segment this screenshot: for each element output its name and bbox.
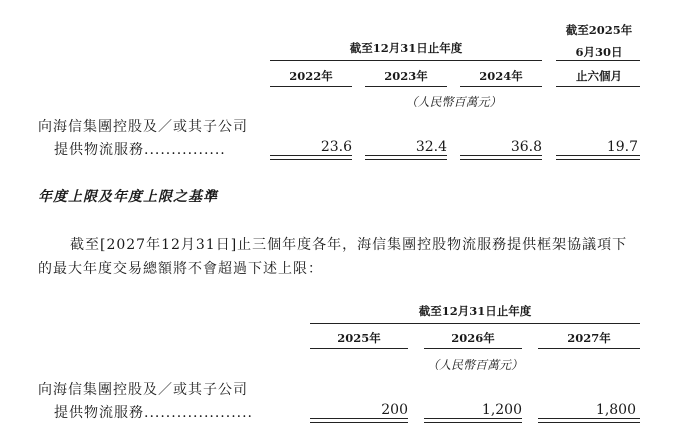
t1-period-rule [270, 60, 542, 61]
t2-value-2026: 1,200 [481, 402, 522, 418]
t2-col-rule-1 [310, 348, 408, 349]
t1-col-2024: 2024年 [479, 69, 523, 83]
t1-col-rule-2 [365, 86, 447, 87]
t1-total-rule-2 [365, 155, 447, 160]
t2-period-header: 截至12月31日止年度 [418, 304, 532, 318]
t2-row-label-line2 [54, 402, 253, 422]
t1-col-rule-4 [556, 86, 640, 87]
t2-col-2027: 2027年 [567, 331, 611, 345]
t1-total-rule-4 [556, 155, 640, 160]
paragraph-line2: 的最大年度交易總額將不會超過下述上限： [38, 261, 323, 277]
t1-asof-header-line3: 止六個月 [576, 69, 622, 83]
t2-value-2025: 200 [381, 402, 408, 418]
section-heading: 年度上限及年度上限之基準 [38, 189, 218, 205]
paragraph-line1: 截至[2027年12月31日]止三個年度各年，海信集團控股物流服務提供框架協議項下 [70, 237, 628, 253]
t1-row-label-line2 [54, 139, 226, 159]
t1-period-header: 截至12月31日止年度 [349, 41, 463, 55]
t1-total-rule-3 [460, 155, 542, 160]
t1-row-label-line1: 向海信集團控股及／或其子公司 [38, 119, 248, 135]
t1-asof-header-line2: 6月30日 [575, 45, 623, 59]
t1-total-rule-1 [270, 155, 352, 160]
t2-total-rule-2 [424, 418, 522, 423]
t1-value-2024: 36.8 [510, 139, 542, 155]
t1-value-6m2025: 19.7 [606, 139, 638, 155]
t1-unit-label: （人民幣百萬元） [405, 95, 502, 109]
t1-asof-header-line1: 截至2025年 [565, 23, 633, 37]
t1-col-rule-1 [270, 86, 352, 87]
t2-col-rule-2 [424, 348, 522, 349]
t1-value-2023: 32.4 [415, 139, 447, 155]
t2-period-rule [310, 323, 640, 324]
t2-col-rule-3 [538, 348, 640, 349]
t2-total-rule-1 [310, 418, 408, 423]
t1-row-label-text: 提供物流服務 [54, 142, 144, 158]
t2-row-label-text: 提供物流服務 [54, 405, 144, 421]
t1-asof-rule [556, 60, 640, 61]
t2-col-2026: 2026年 [451, 331, 495, 345]
t1-col-rule-3 [460, 86, 542, 87]
t2-unit-label: （人民幣百萬元） [426, 358, 523, 372]
t2-col-2025: 2025年 [337, 331, 381, 345]
t2-row-label-line1: 向海信集團控股及／或其子公司 [38, 382, 248, 398]
t2-value-2027: 1,800 [595, 402, 636, 418]
t1-col-2023: 2023年 [384, 69, 428, 83]
t1-value-2022: 23.6 [320, 139, 352, 155]
t1-row-leader: ............... [144, 142, 226, 158]
t1-col-2022: 2022年 [289, 69, 333, 83]
t2-row-leader: .................... [144, 405, 254, 421]
t2-total-rule-3 [538, 418, 640, 423]
